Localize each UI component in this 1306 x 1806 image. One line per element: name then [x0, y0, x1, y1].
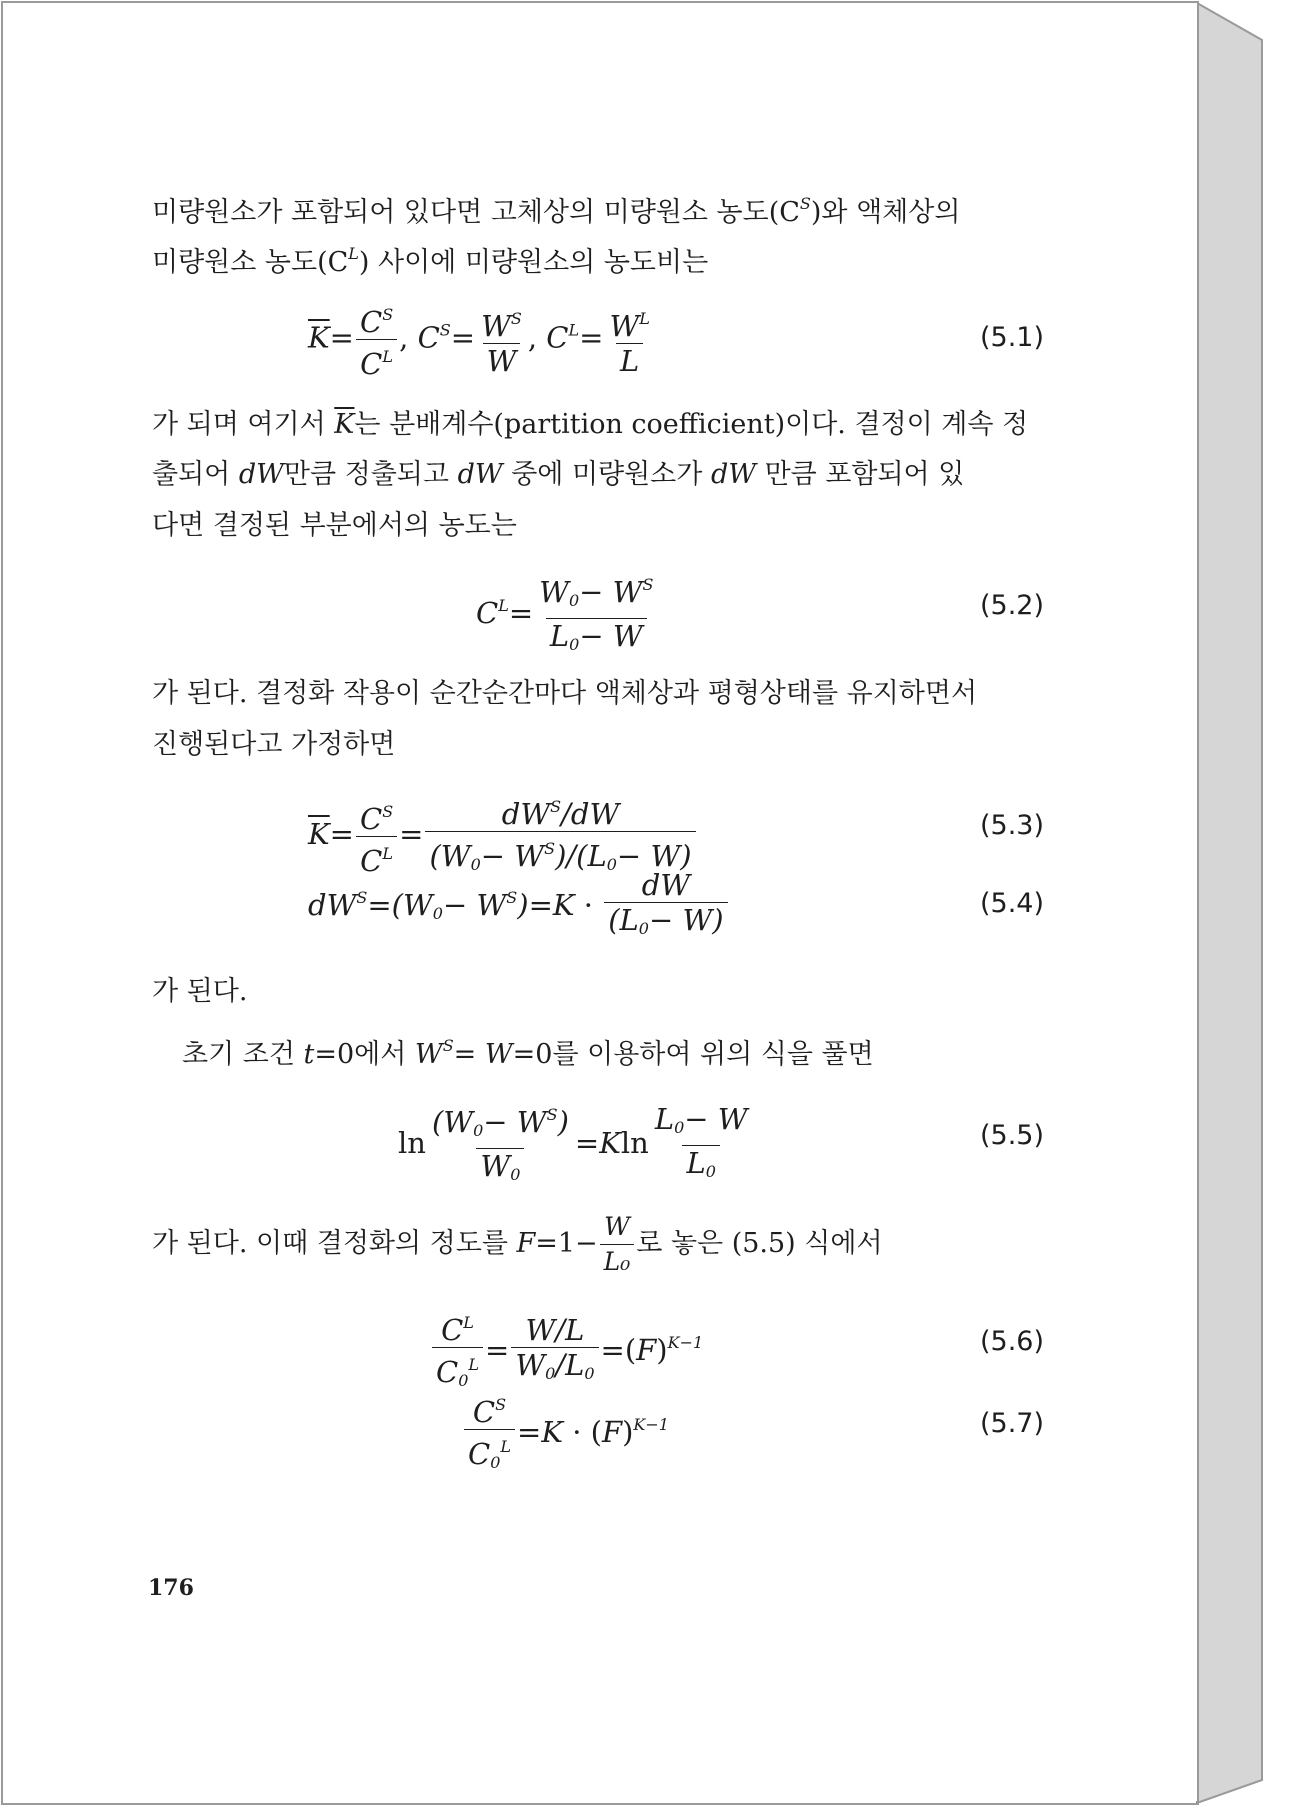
equation-5-7: $\frac{C^S}{C_0^L}$ $=K \cdot (F)^{K-1}$	[462, 1388, 669, 1480]
equation-number-5-4: (5.4)	[979, 888, 1044, 919]
paragraph-2-line-1: 가 되며 여기서 $\overline{K}$는 분배계수(partition coefficient)이다. 결정이 계속 정	[152, 409, 1029, 440]
equation-5-4: $dW^S=(W_0- W^S)=K$ · $\frac{dW}{(L_0- W)}$	[308, 868, 730, 946]
paragraph-4-line-2: 초기 조건 t=0에서 $W^S= W=0$를 이용하여 위의 식을 풀면	[182, 1036, 874, 1070]
paragraph-4-line-1: 가 된다.	[152, 976, 248, 1007]
page-number: 176	[148, 1575, 194, 1601]
paragraph-3-line-2: 진행된다고 가정하면	[152, 729, 396, 760]
paragraph-1-line-2: 미량원소 농도$(C^L)$ 사이에 미량원소의 농도비는	[152, 244, 709, 278]
paragraph-2-line-3: 다면 결정된 부분에서의 농도는	[152, 510, 517, 541]
equation-number-5-3: (5.3)	[979, 810, 1044, 841]
equation-number-5-2: (5.2)	[979, 590, 1044, 621]
equation-number-5-7: (5.7)	[979, 1408, 1044, 1439]
equation-5-3: $\overline{K}=$ $\frac{C^S}{C^L}$ = $\frac{dW^S/dW}{(W_0- W^S)/(L_0- W)}$	[308, 790, 698, 882]
equation-5-6: $\frac{C^L}{C_0^L}$ = $\frac{W/L}{W_0/L_0}$ $=(F)^{K-1}$	[430, 1306, 703, 1398]
equation-5-1: $\overline{K}=$ $\frac{C^S}{C^L}$ , $C^S=$ $\frac{W^S}{W}$ , $C^L=$ $\frac{W^L}{L}$	[308, 305, 650, 381]
equation-5-2: $C^L=$ $\frac{W_0- W^S}{L_0- W}$	[476, 568, 659, 662]
equation-5-5: ln $\frac{(W_0- W^S)}{W_0}$ =Kln $\frac{L_0- W}{L_0}$	[398, 1098, 754, 1192]
equation-number-5-6: (5.6)	[979, 1326, 1044, 1357]
equation-number-5-5: (5.5)	[979, 1120, 1044, 1151]
equation-number-5-1: (5.1)	[979, 322, 1044, 353]
paragraph-3-line-1: 가 된다. 결정화 작용이 순간순간마다 액체상과 평형상태를 유지하면서	[152, 678, 978, 709]
paragraph-5-line-1: 가 된다. 이때 결정화의 정도를 F=1− $\frac{W}{\text{L₀}}$ 로 놓은 (5.5) 식에서	[152, 1210, 1042, 1279]
paragraph-1-line-1: 미량원소가 포함되어 있다면 고체상의 미량원소 농도$(C^S)$와 액체상의	[152, 194, 961, 228]
paragraph-2-line-2: 출되어 dW만큼 정출되고 dW 중에 미량원소가 dW 만큼 포함되어 있	[152, 459, 965, 490]
